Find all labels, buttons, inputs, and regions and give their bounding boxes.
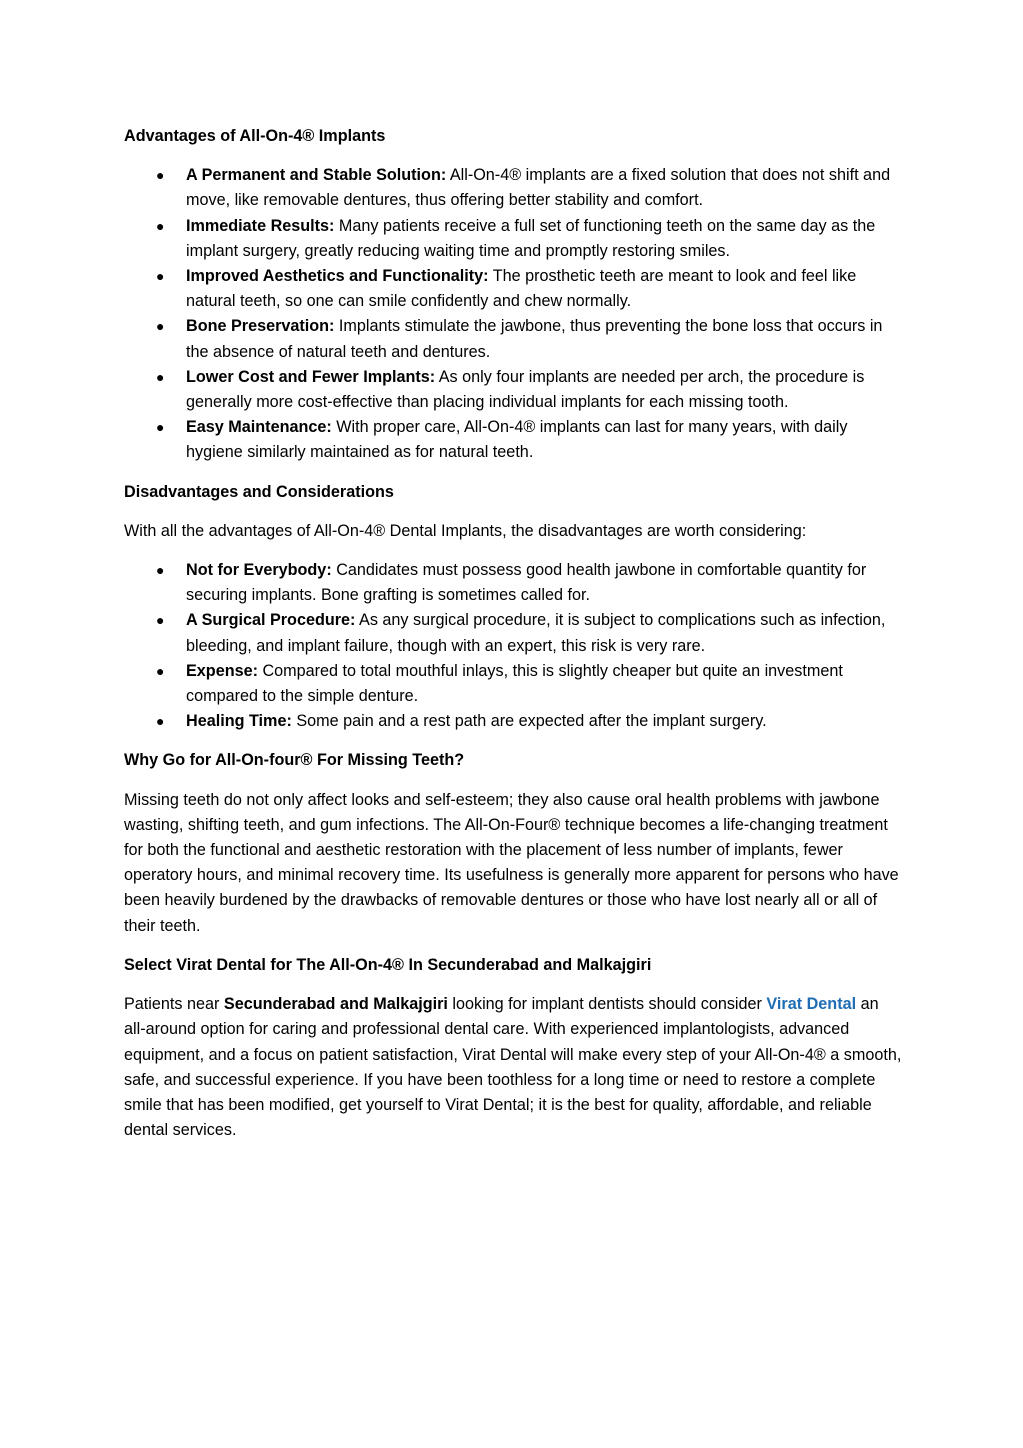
item-text: As any surgical procedure, it is subject to complications such as infection, bleeding, and implant failure, though with an expert, this risk is very rare. [186, 611, 886, 655]
advantages-list [124, 163, 904, 465]
bullet-icon: ● [156, 612, 165, 629]
bullet-icon: ● [156, 419, 165, 436]
list-item [124, 214, 904, 264]
bullet-icon: ● [156, 268, 165, 285]
location-bold: Secunderabad and Malkajgiri [223, 995, 448, 1014]
paragraph-text: looking for implant dentists should consider [447, 995, 767, 1014]
item-text: With proper care, All-On-4® implants can last for many years, with daily hygiene similarly maintained as for natural teeth. [186, 418, 848, 462]
bullet-icon: ● [156, 713, 165, 730]
item-text: All-On-4® implants are a fixed solution that does not shift and move, like removable dentures, thus offering better stability and comfort. [186, 166, 891, 210]
list-item [124, 264, 904, 314]
item-text: Many patients receive a full set of functioning teeth on the same day as the implant surgery, greatly reducing waiting time and promptly restoring smiles. [186, 216, 876, 260]
bullet-icon: ● [156, 217, 165, 234]
document-page [124, 124, 904, 1157]
disadvantages-list [124, 558, 904, 734]
disadvantages-heading: Disadvantages and Considerations [124, 482, 394, 501]
item-text: As only four implants are needed per arch, the procedure is generally more cost-effective than placing individual implants for each missing tooth. [186, 367, 865, 412]
item-title: Not for Everybody: [186, 561, 332, 580]
list-item [124, 558, 904, 608]
item-title: A Surgical Procedure: [186, 611, 356, 630]
why-heading: Why Go for All-On-four® For Missing Teeth? [124, 751, 465, 770]
list-item [124, 163, 904, 213]
bullet-icon: ● [156, 368, 165, 385]
virat-dental-link[interactable]: Virat Dental [766, 995, 857, 1014]
item-title: Bone Preservation: [186, 317, 335, 336]
item-text: Compared to total mouthful inlays, this is slightly cheaper but quite an investment compared to the simple denture. [186, 661, 843, 706]
item-text: Candidates must possess good health jawbone in comfortable quantity for securing implants. Bone grafting is sometimes called for. [186, 561, 867, 605]
item-title: Lower Cost and Fewer Implants: [186, 367, 436, 386]
list-item [124, 415, 904, 465]
advantages-heading: Advantages of All-On-4® Implants [124, 127, 386, 145]
select-heading: Select Virat Dental for The All-On-4® In Secunderabad and Malkajgiri [124, 955, 652, 974]
list-item [124, 314, 904, 364]
select-paragraph [124, 992, 904, 1143]
list-item [124, 659, 904, 709]
item-text: Some pain and a rest path are expected after the implant surgery. [291, 712, 767, 731]
item-text: Implants stimulate the jawbone, thus preventing the bone loss that occurs in the absence of natural teeth and dentures. [186, 317, 883, 361]
item-title: Expense: [186, 661, 258, 680]
item-title: Immediate Results: [186, 216, 335, 235]
item-title: A Permanent and Stable Solution: [186, 166, 447, 185]
item-title: Improved Aesthetics and Functionality: [186, 267, 489, 286]
disadvantages-intro: With all the advantages of All-On-4® Dental Implants, the disadvantages are worth considering: [124, 521, 807, 540]
bullet-icon: ● [156, 662, 165, 679]
list-item [124, 608, 904, 658]
why-paragraph: Missing teeth do not only affect looks and self-esteem; they also cause oral health problems with jawbone wasting, shifting teeth, and gum infections. The All-On-Four® technique becomes a life-changing treatment for both the functional and aesthetic restoration with the placement of less number of implants, fewer operatory hours, and minimal recovery time. Its usefulness is generally more apparent for persons who have been heavily burdened by the drawbacks of removable dentures or those who have lost nearly all or all of their teeth. [124, 790, 899, 935]
bullet-icon: ● [156, 167, 165, 184]
item-title: Healing Time: [186, 712, 292, 731]
paragraph-text: Patients near [124, 995, 224, 1014]
list-item [124, 365, 904, 415]
item-text: The prosthetic teeth are meant to look and feel like natural teeth, so one can smile confidently and chew normally. [186, 267, 857, 311]
paragraph-text: an all-around option for caring and professional dental care. With experienced implantologists, advanced equipment, and a focus on patient satisfaction, Virat Dental will make every step of your All-On-4® a smooth, safe, and successful experience. If you have been toothless for a long time or need to restore a complete smile that has been modified, get yourself to Virat Dental; it is the best for quality, affordable, and reliable dental services. [124, 995, 902, 1140]
list-item [124, 709, 904, 734]
bullet-icon: ● [156, 562, 165, 579]
item-title: Easy Maintenance: [186, 418, 332, 437]
bullet-icon: ● [156, 318, 165, 335]
